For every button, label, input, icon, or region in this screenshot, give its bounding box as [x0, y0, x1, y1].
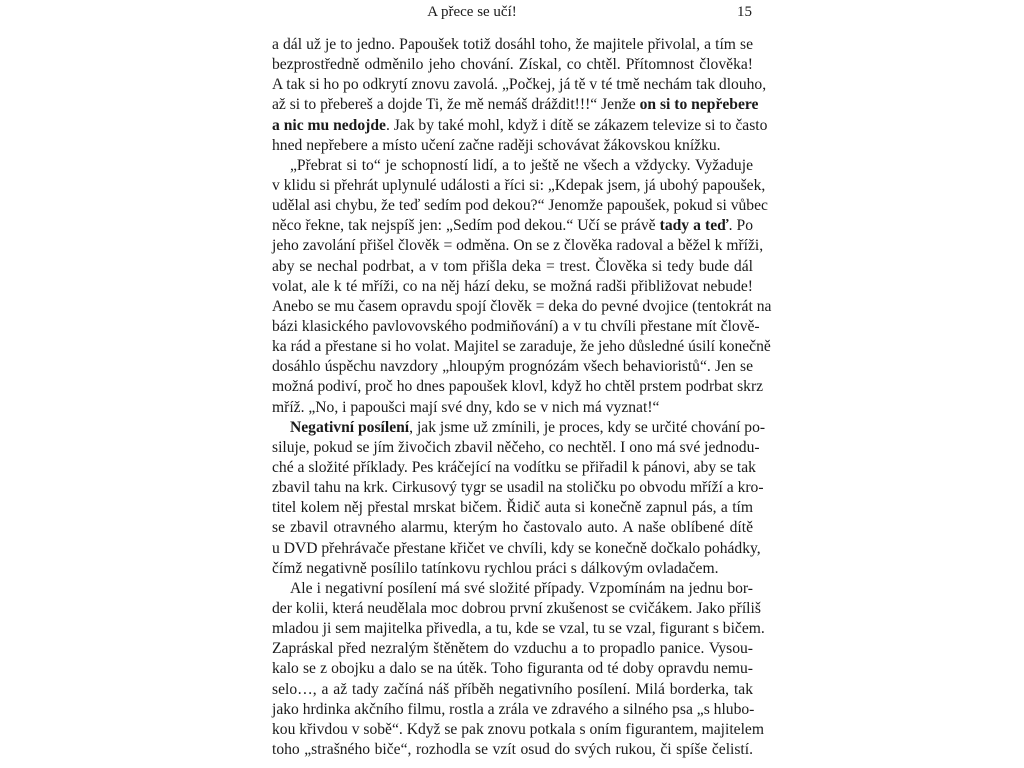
- text-segment: hned nepřebere a místo učení začne raději schovávat žákovskou knížku.: [272, 136, 721, 154]
- text-line: [272, 579, 753, 599]
- text-line: [272, 277, 753, 297]
- text-line: [272, 498, 753, 518]
- text-line: [272, 216, 753, 236]
- text-segment: . Jak by také mohl, když i dítě se zákazem televize si to často: [385, 116, 768, 134]
- text-segment: A tak si ho po odkrytí znovu zavolá. „Počkej, já tě v té tmě nechám tak dlouho,: [272, 76, 767, 94]
- text-segment: titel kolem něj přestal mrskat bičem. Řidič auta si konečně zapnul pás, a tím: [272, 499, 753, 517]
- text-line: [272, 740, 753, 760]
- text-line: [272, 176, 766, 196]
- text-line: [272, 639, 753, 659]
- text-line: [272, 136, 753, 156]
- text-segment: aby se nechal podrbat, a v tom přišla deka = trest. Člověka si tedy bude dál: [272, 257, 753, 275]
- text-segment: zbavil tahu na krk. Cirkusový tygr se usadil na stoličku po obvodu mříží a kro-: [272, 479, 764, 497]
- text-segment: Ale i negativní posílení má své složité případy. Vzpomínám na jednu bor-: [290, 579, 753, 597]
- text-line: [272, 518, 753, 538]
- text-line: [272, 398, 753, 418]
- body-text: [272, 35, 772, 760]
- text-segment: ché a složité příklady. Pes kráčející na vodítku se přiřadil k pánovi, aby se tak: [272, 458, 756, 476]
- text-segment: mladou ji sem majitelka přivedla, a tu, kde se vzal, tu se vzal, figurant s bičem.: [272, 620, 765, 638]
- text-line: [272, 559, 753, 579]
- text-segment: der kolii, která neudělala moc dobrou první zkušenost se cvičákem. Jako příliš: [272, 599, 761, 617]
- text-line: [272, 116, 768, 136]
- text-segment: Zapráskal před nezralým štěnětem do vzduchu a to propadlo panice. Vysou-: [272, 640, 753, 658]
- text-line: [272, 236, 764, 256]
- text-segment: se zbavil otravného alarmu, kterým ho častovalo auto. A naše oblíbené dítě: [272, 519, 753, 537]
- text-line: [272, 478, 764, 498]
- text-segment: jeho zavolání přišel člověk = odměna. On se z člověka radoval a běžel k mříži,: [272, 237, 764, 255]
- running-title: A přece se učí!: [427, 4, 517, 20]
- text-line: [272, 337, 771, 357]
- text-line: [272, 720, 764, 740]
- text-line: [272, 196, 768, 216]
- text-segment: až si to přebereš a dojde Ti, že mě nemáš dráždit!!!“ Jenže: [272, 96, 640, 114]
- text-line: [272, 700, 753, 720]
- text-line: [272, 438, 760, 458]
- text-segment: možná podiví, proč ho dnes papoušek klovl, když ho chtěl prstem podrbat skrz: [272, 378, 764, 396]
- text-segment: a dál už je to jedno. Papoušek totiž dosáhl toho, že majitele přivolal, a tím se: [272, 36, 753, 53]
- text-segment: udělal asi chybu, že teď sedím pod dekou?“ Jenomže papoušek, pokud si vůbec: [272, 197, 768, 215]
- text-segment: siluje, pokud se jím živočich zbavil něčeho, co nechtěl. I ono má své jednodu-: [272, 438, 760, 456]
- text-line: [272, 619, 765, 639]
- text-line: [272, 599, 761, 619]
- text-line: [272, 35, 753, 55]
- text-line: [272, 75, 767, 95]
- text-line: [272, 317, 760, 337]
- text-segment: kalo se z obojku a dalo se na útěk. Toho figuranta od té doby opravdu nemu-: [272, 660, 753, 678]
- text-segment: mříž. „No, i papoušci mají své dny, kdo se v nich má vyznat!“: [272, 398, 660, 416]
- text-segment: bezprostředně odměnilo jeho chování. Získal, co chtěl. Přítomnost člověka!: [272, 56, 753, 74]
- text-segment: kou křivdou v sobě“. Když se pak znovu potkala s oním figurantem, majitelem: [272, 720, 764, 738]
- text-segment: . Po: [728, 217, 753, 235]
- text-segment: bázi klasického pavlovovského podmiňování) a v tu chvíli přestane mít člově-: [272, 317, 760, 335]
- text-segment: volat, ale k té mříži, co na něj hází deku, se možná radši přibližovat nebude!: [272, 277, 753, 295]
- text-segment: v klidu si přehrát uplynulé události a říci si: „Kdepak jsem, já ubohý papoušek,: [272, 176, 766, 194]
- text-segment: „Přebrat si to“ je schopností lidí, a to ještě ne všech a vždycky. Vyžaduje: [290, 156, 753, 174]
- text-segment: u DVD přehrávače přestane křičet ve chvíli, kdy se konečně dočkalo pohádky,: [272, 539, 761, 557]
- text-segment: Anebo se mu časem opravdu spojí člověk = deka do pevné dvojice (tentokrát na: [272, 297, 772, 315]
- text-segment: selo…, a až tady začíná náš příběh negativního posílení. Milá borderka, tak: [272, 680, 753, 698]
- text-segment: ka rád a přestane si ho volat. Majitel se zaraduje, že jeho důsledné úsilí konečně: [272, 338, 771, 356]
- text-line: [272, 55, 753, 75]
- text-line: [272, 357, 753, 377]
- text-segment: něco řekne, tak nejspíš jen: „Sedím pod dekou.“ Učí se právě: [272, 217, 660, 235]
- text-line: [272, 297, 772, 317]
- text-line: [272, 539, 761, 559]
- text-line: [272, 257, 753, 277]
- bold-text: on si to nepřebere: [639, 96, 759, 114]
- text-line: [272, 418, 766, 438]
- text-segment: dosáhlo úspěchu navzdory „hloupým prognózám všech behavioristů“. Jen se: [272, 358, 753, 376]
- text-segment: jako hrdinka akčního filmu, rostla a zrála ve zdravého a silného psa „s hlubo-: [272, 700, 755, 718]
- bold-text: Negativní posílení: [290, 418, 410, 436]
- text-line: [272, 659, 753, 679]
- text-line: [272, 458, 756, 478]
- text-line: [272, 377, 764, 397]
- text-line: [272, 95, 759, 115]
- page-number: 15: [737, 4, 752, 20]
- bold-text: a nic mu nedojde: [272, 116, 386, 134]
- text-segment: čímž negativně posílilo tatínkovu rychlou práci s dálkovým ovladačem.: [272, 559, 719, 577]
- text-segment: , jak jsme už zmínili, je proces, kdy se určité chování po-: [409, 418, 766, 436]
- text-line: [272, 156, 753, 176]
- text-line: [272, 680, 753, 700]
- text-segment: toho „strašného biče“, rozhodla se vzít osud do svých rukou, či spíše čelistí.: [272, 740, 753, 758]
- bold-text: tady a teď: [659, 217, 729, 235]
